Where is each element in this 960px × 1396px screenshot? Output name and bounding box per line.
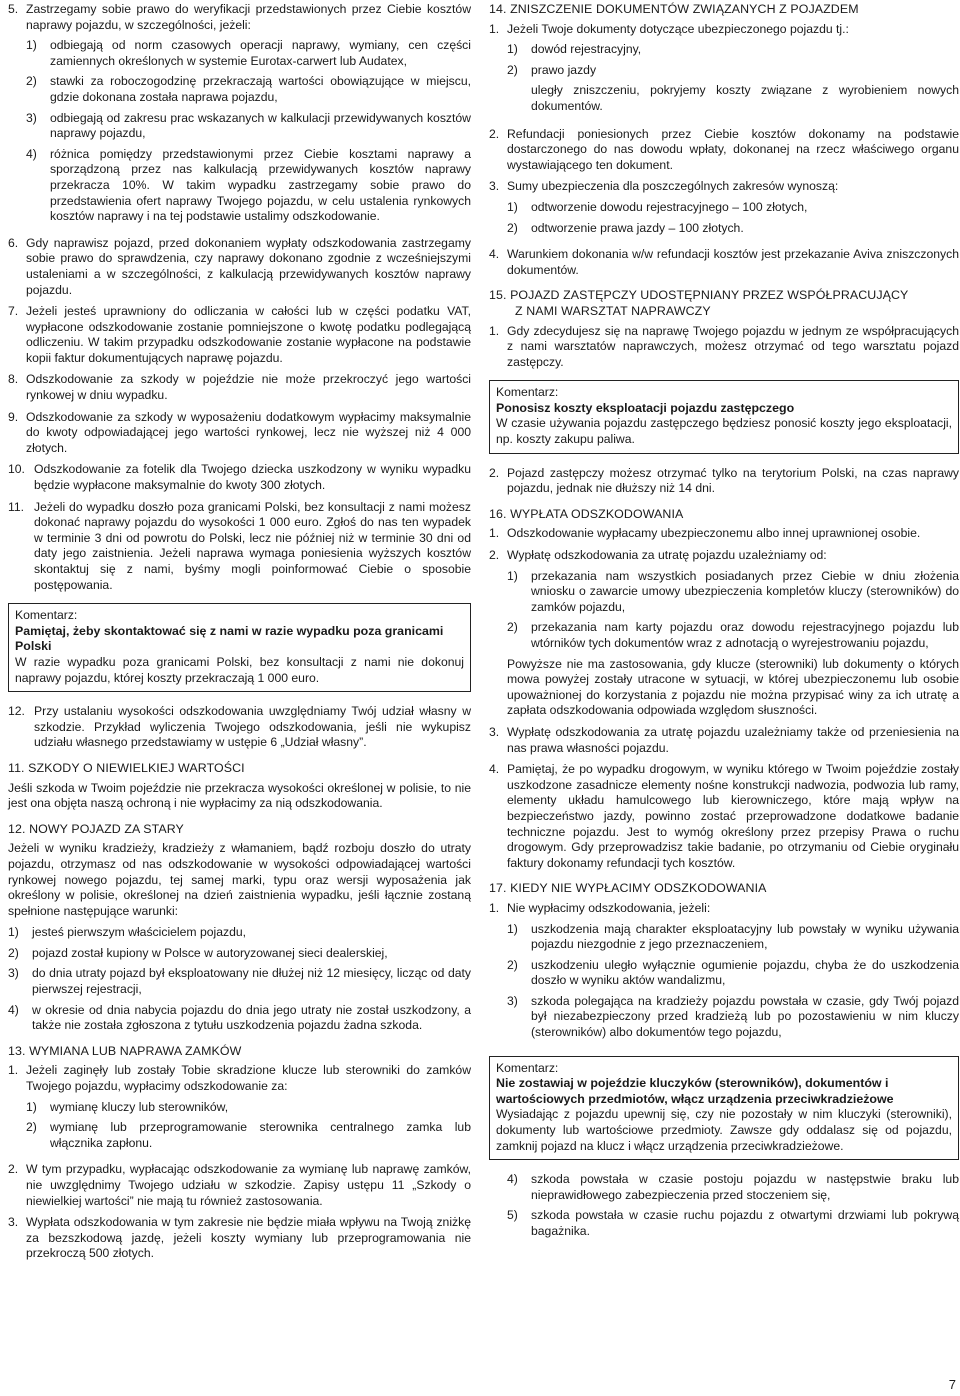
sub-item [26,74,471,105]
sub-item [507,221,959,237]
sub-item [507,1208,959,1239]
item-text: Odszkodowanie za szkody w pojeździe nie może przekroczyć jego wartości rynkowej w dniu wypadku. [26,372,471,403]
item-text: Jeżeli zaginęły lub zostały Tobie skradzione klucze lub sterowniki do zamków Twojego pojazdu, wypłacimy odszkodowanie za: [26,1063,471,1094]
sub-item-text: szkoda powstała w czasie postoju pojazdu w następstwie braku lub nieprawidłowego zabezpieczenia przed stoczeniem się, [531,1172,959,1202]
item-text: W tym przypadku, wypłacając odszkodowanie za wymianę lub naprawę zamków, nie uwzględnimy Twojego udziału w szkodzie. Zapisy ustępu 11 „Szkody o niewielkiej wartości” nie mają tu również zastosowania. [26,1162,471,1208]
item-text: Sumy ubezpieczenia dla poszczególnych zakresów wynoszą: [507,179,839,194]
comment-title: Nie zostawiaj w pojeździe kluczyków (sterowników), dokumentów i wartościowych przedmiotów, włącz urządzenia przeciwkradzieżowe [496,1076,894,1106]
sub-item [507,994,959,1041]
sub-item-number: 1) [507,199,518,214]
item-number: 11. [8,499,25,514]
sub-item [507,922,959,953]
sub-item-text: do dnia utraty pojazd był eksploatowany nie dłużej niż 12 miesięcy, licząc od daty pierwszej rejestracji, [32,966,471,997]
item-text: Gdy zdecydujesz się na naprawę Twojego pojazdu w jednym ze współpracujących z nami warsztatów naprawczych, możesz otrzymać od tego warsztatu pojazd zastępczy. [507,323,959,369]
section-heading-14: 14. ZNISZCZENIE DOKUMENTÓW ZWIĄZANYCH Z POJAZDEM [489,2,859,16]
sub-item [26,38,471,69]
sub-item-number: 2) [8,945,19,960]
sub-item-number: 1) [8,925,19,940]
section-heading-15: 15. POJAZD ZASTĘPCZY UDOSTĘPNIANY PRZEZ WSPÓŁPRACUJĄCY [489,288,909,303]
section-item-15-1 [489,324,959,371]
sub-item-number: 2) [26,1120,37,1135]
sub-item [507,42,959,58]
section-item-14-2 [489,127,959,174]
item-number: 3. [489,179,500,194]
sub-item [26,147,471,225]
section-item-12 [8,704,471,751]
sub-item-text: stawki za roboczogodzinę przekraczają wartości obowiązujące w miejscu, gdzie dokonana została naprawa pojazdu, [50,74,471,104]
section-paragraph: Jeżeli w wyniku kradzieży, kradzieży z włamaniem, bądź rozboju doszło do utraty pojazdu, otrzymasz od nas odszkodowanie w wysokości odpowiadającej wartości rynkowej nowego pojazdu, tej samej marki, typu oraz wersji wyposażenia jak określony w polisie, określonej na dzień zaistnienia wypadku, jeśli łącznie zostaną spełnione następujące warunki: [8,841,471,918]
section-item-10 [8,462,471,493]
item-continuation: Powyższe nie ma zastosowania, gdy klucze (sterowniki) lub dokumenty o których mowa powyżej zostały utracone w sytuacji, w której ubezpieczonemu lub osobie upoważnionej do korzystania z pojazdu nie można przypisać winy za ich utratę a zapłata odszkodowania odpowiada względom słuszności. [507,656,959,718]
item-number: 3. [8,1215,19,1230]
item-number: 1. [489,21,500,36]
comment-title: Ponosisz koszty eksploatacji pojazdu zastępczego [496,400,795,415]
left-column [8,2,471,1268]
item-text: Jeżeli Twoje dokumenty dotyczące ubezpieczonego pojazdu tj.: [507,21,849,36]
sub-item-number: 3) [8,966,19,981]
sub-item-text: jesteś pierwszym właścicielem pojazdu, [32,925,247,940]
sub-item-text: przekazania nam karty pojazdu oraz dowodu rejestracyjnego pojazdu lub wtórników tych dokumentów wraz z adnotacją o wyrejestrowaniu pojazdu, [531,620,959,650]
comment-text: Wysiadając z pojazdu upewnij się, czy nie pozostały w nim kluczyki (sterowniki), dokumenty lub wartościowe przedmioty. Zawsze gdy oddalasz się od pojazdu, zamknij pojazd na klucz i włącz urządzenia przeciwkradzieżowe. [496,1107,952,1153]
item-number: 6. [8,235,19,250]
sub-item-text: przekazania nam wszystkich posiadanych przez Ciebie w dniu złożenia wniosku o zawarcie umowy ubezpieczenia kompletów kluczy (sterowników) do zamków pojazdu, [531,568,959,614]
sub-item [26,1100,471,1116]
right-column [489,2,959,1245]
item-number: 1. [8,1063,19,1078]
item-number: 4. [489,762,500,777]
comment-box [489,380,959,453]
item-number: 2. [489,126,500,141]
sub-item [26,1120,471,1151]
sub-item-number: 1) [507,568,518,583]
item-text: Nie wypłacimy odszkodowania, jeżeli: [507,900,711,915]
sub-item-number: 1) [26,38,37,53]
item-text: Jeżeli jesteś uprawniony do odliczania w całości lub w części podatku VAT, wypłacone odszkodowanie zostanie pomniejszone o kwotę podatku podlegającą odliczeniu. W takim przypadku odszkodowanie zostanie wypłacone na podstawie kopii faktur dokumentujących naprawę pojazdu. [26,304,471,365]
section-heading-16: 16. WYPŁATA ODSZKODOWANIA [489,506,684,521]
sub-item [507,958,959,989]
section-item-14-1 [489,22,959,121]
section-item-14-3 [489,179,959,241]
section-item-16-2 [489,548,959,719]
sub-item-number: 2) [507,220,518,235]
item-text: Odszkodowanie wypłacamy ubezpieczonemu albo innej uprawnionej osobie. [507,526,921,541]
sub-item-number: 1) [507,42,518,57]
sub-item-number: 5) [507,1208,518,1223]
sub-item-text: dowód rejestracyjny, [531,42,642,57]
sub-item-number: 3) [26,110,37,125]
sub-item-text: szkoda polegająca na kradzieży pojazdu powstała w czasie, gdy Twój pojazd był niezabezpieczony przed kradzieżą lub po pozostawieniu w nim kluczy (sterowników) albo dokumentów tego pojazdu, [531,993,959,1040]
sub-item [26,111,471,142]
comment-label: Komentarz: [15,608,78,623]
sub-item [507,63,959,79]
section-item-13-3 [8,1215,471,1262]
item-text: Odszkodowanie za fotelik dla Twojego dziecka uszkodzony w wyniku wypadku będzie wypłacone maksymalnie do kwoty 300 złotych. [34,462,471,493]
section-item-16-4 [489,762,959,871]
sub-item-number: 4) [26,146,37,161]
section-item-5 [8,2,471,230]
comment-text: W razie wypadku poza granicami Polski, bez konsultacji z nami nie dokonuj naprawy pojazdu, której koszty przekraczają 1 000 euro. [15,654,464,685]
section-heading-12: 12. NOWY POJAZD ZA STARY [8,821,184,836]
section-item-16-1 [489,526,959,542]
sub-item-number: 1) [507,921,518,936]
item-number: 9. [8,409,19,424]
sub-item-text: uszkodzeniu uległo wyłącznie ogumienie pojazdu, chyba że do uszkodzenia doszło w wyniku aktów wandalizmu, [531,957,959,988]
item-text: Pojazd zastępczy możesz otrzymać tylko na terytorium Polski, na czas naprawy pojazdu, jednak nie dłuższy niż 14 dni. [507,465,959,496]
sub-item-text: w okresie od dnia nabycia pojazdu do dnia jego utraty nie został uszkodzony, a także nie została zgłoszona z tytułu uszkodzenia pojazdu żadna szkoda. [32,1002,471,1033]
item-number: 1. [489,900,500,915]
item-number: 10. [8,462,25,477]
comment-box [8,603,471,692]
section-heading-15-cont: Z NAMI WARSZTAT NAPRAWCZY [515,303,711,318]
section-heading-13: 13. WYMIANA LUB NAPRAWA ZAMKÓW [8,1043,242,1058]
section-item-13-2 [8,1162,471,1209]
section-item-11 [8,500,471,594]
sub-item-number: 3) [507,993,518,1008]
comment-box [489,1056,959,1161]
item-number: 8. [8,372,19,387]
item-text: Refundacji poniesionych przez Ciebie kosztów dokonamy na podstawie dostarczonego do nas dowodu wpłaty, dokonanej na rzecz właściwego organu wystawiającego ten dokument. [507,126,959,172]
sub-item-text: wymianę lub przeprogramowanie sterownika centralnego zamka lub włącznika zapłonu. [50,1120,471,1150]
item-number: 4. [489,247,500,262]
sub-item [8,946,471,962]
section-heading-11: 11. SZKODY O NIEWIELKIEJ WARTOŚCI [8,760,245,775]
sub-item [8,925,471,941]
sub-item-number: 4) [8,1002,19,1017]
item-continuation: uległy zniszczeniu, pokryjemy koszty związane z wyrobieniem nowych dokumentów. [531,83,959,113]
sub-item-number: 1) [26,1099,37,1114]
section-item-7 [8,304,471,366]
section-item-6 [8,236,471,298]
page-number: 7 [948,1377,956,1392]
section-item-13-1 [8,1063,471,1156]
item-text: Wypłatę odszkodowania za utratę pojazdu uzależniamy od: [507,548,827,563]
sub-item-text: odtworzenie prawa jazdy – 100 złotych. [531,220,744,235]
sub-item [507,1172,959,1203]
section-item-14-4 [489,247,959,278]
sub-item [507,620,959,651]
item-number: 1. [489,526,500,541]
section-item-17-1 [489,901,959,1046]
sub-item-text: różnica pomiędzy przedstawionymi przez Ciebie kosztami naprawy a sporządzoną przez nas kalkulacją przewidywanych kosztów naprawy przekracza 10%. W takim wypadku zastrzegamy sobie prawo do przedstawienia ofert naprawy Twojego pojazdu, w celu ustalenia rynkowych kosztów naprawy i na tej podstawie ustalimy odszkodowanie. [50,146,471,224]
item-text: Przy ustalaniu wysokości odszkodowania uwzględniamy Twój udział własny w szkodzie. Przykład wyliczenia Twojego odszkodowania, jeśli nie wykupisz udziału własnego przedstawiamy w ustępie 6 „Udział własny”. [34,704,471,750]
item-text: Odszkodowanie za szkody w wyposażeniu dodatkowym wypłacimy maksymalnie do kwoty odpowiadającej jego wartości rynkowej, lecz nie wyższej niż 4 000 złotych. [26,409,471,455]
item-number: 2. [489,465,500,480]
sub-item-text: prawo jazdy [531,62,597,77]
item-number: 7. [8,304,19,319]
comment-label: Komentarz: [496,385,559,400]
section-item-15-2 [489,466,959,497]
item-text: Pamiętaj, że po wypadku drogowym, w wyniku którego w Twoim pojeździe zostały uszkodzone zasadnicze elementy nośne konstrukcji nadwozia, podwozia lub ramy, elementy układu hamulcowego lub kierowniczego, które mają wpływ na bezpieczeństwo jazdy, powinno zostać przeprowadzone dodatkowe badanie techniczne pojazdu. Jest to wymóg określony przez przepisy Prawa o ruchu drogowym. Gdy przeprowadzisz takie badanie, po otrzymaniu od Ciebie oryginału faktury dokonamy refundacji tych kosztów. [507,762,959,870]
sub-item [8,1003,471,1034]
item-number: 5. [8,2,19,16]
comment-label: Komentarz: [496,1060,559,1075]
item-number: 3. [489,724,500,739]
sub-item-text: odbiegają od norm czasowych operacji naprawy, wymiany, cen części zamiennych określonych w systemie Eurotax-carwert lub Audatex, [50,38,471,68]
item-text: Wypłata odszkodowania w tym zakresie nie będzie miała wpływu na Twoją zniżkę za bezszkodową jazdę, jeżeli koszty wymiany lub przeprogramowania nie przekroczą 500 złotych. [26,1215,471,1261]
item-number: 2. [489,548,500,563]
sub-item-number: 2) [26,74,37,89]
sub-item-text: pojazd został kupiony w Polsce w autoryzowanej sieci dealerskiej, [32,945,388,960]
item-number: 1. [489,323,500,338]
sub-item-text: wymianę kluczy lub sterowników, [50,1099,229,1114]
item-text: Zastrzegamy sobie prawo do weryfikacji przedstawionych przez Ciebie kosztów naprawy pojazdu, w szczególności, jeżeli: [26,2,471,32]
item-number: 12. [8,704,25,719]
sub-item-number: 2) [507,957,518,972]
sub-item-text: uszkodzenia mają charakter eksploatacyjny lub powstały w wyniku używania pojazdu niezgodnie z jego przeznaczeniem, [531,921,959,952]
sub-item-number: 2) [507,62,518,77]
sub-item-number: 2) [507,620,518,635]
sub-item [8,966,471,997]
item-text: Jeżeli do wypadku doszło poza granicami Polski, bez konsultacji z nami możesz dokonać naprawy pojazdu do wysokości 1 000 euro. Zgłoś do nas ten wypadek w terminie 3 dni od powrotu do Polski, lecz nie później niż w terminie 30 dni od daty jego zaistnienia. Jeżeli naprawa wymaga poniesienia wyższych kosztów skontaktuj się z nami, byśmy mogli poinformować Ciebie o sposobie postępowania. [34,499,471,592]
comment-text: W czasie używania pojazdu zastępczego będziesz ponosić koszty jego eksploatacji, np. koszty zakupu paliwa. [496,416,952,447]
sub-item [507,200,959,216]
sub-item-text: odbiegają od zakresu prac wskazanych w kalkulacji przewidywanych kosztów naprawy pojazdu, [50,110,471,141]
section-item-8 [8,372,471,403]
section-paragraph: Jeśli szkoda w Twoim pojeździe nie przekracza wysokości określonej w polisie, to nie jest ona objęta naszą ochroną i nie wypłacimy za nią odszkodowania. [8,780,471,811]
section-heading-17: 17. KIEDY NIE WYPŁACIMY ODSZKODOWANIA [489,881,767,896]
comment-title: Pamiętaj, żeby skontaktować się z nami w razie wypadku poza granicami Polski [15,623,444,654]
section-item-16-3 [489,725,959,756]
sub-item-text: szkoda powstała w czasie ruchu pojazdu z otwartymi drzwiami lub pokrywą bagażnika. [531,1208,959,1238]
item-text: Warunkiem dokonania w/w refundacji kosztów jest przekazanie Aviva zniszczonych dokumentów. [507,247,959,277]
item-text: Wypłatę odszkodowania za utratę pojazdu uzależniamy także od przeniesienia na nas prawa własności pojazdu. [507,724,959,755]
sub-item [507,569,959,616]
section-item-9 [8,410,471,457]
item-number: 2. [8,1162,19,1177]
sub-item-text: odtworzenie dowodu rejestracyjnego – 100 złotych, [531,199,808,214]
sub-item-number: 4) [507,1172,518,1187]
item-text: Gdy naprawisz pojazd, przed dokonaniem wypłaty odszkodowania zastrzegamy sobie prawo do sprawdzenia, czy naprawy dokonano zgodnie z wcześniejszymi ustaleniami a w szczególności, z kalkulacją przewidywanych kosztów naprawy pojazdu. [26,235,471,297]
